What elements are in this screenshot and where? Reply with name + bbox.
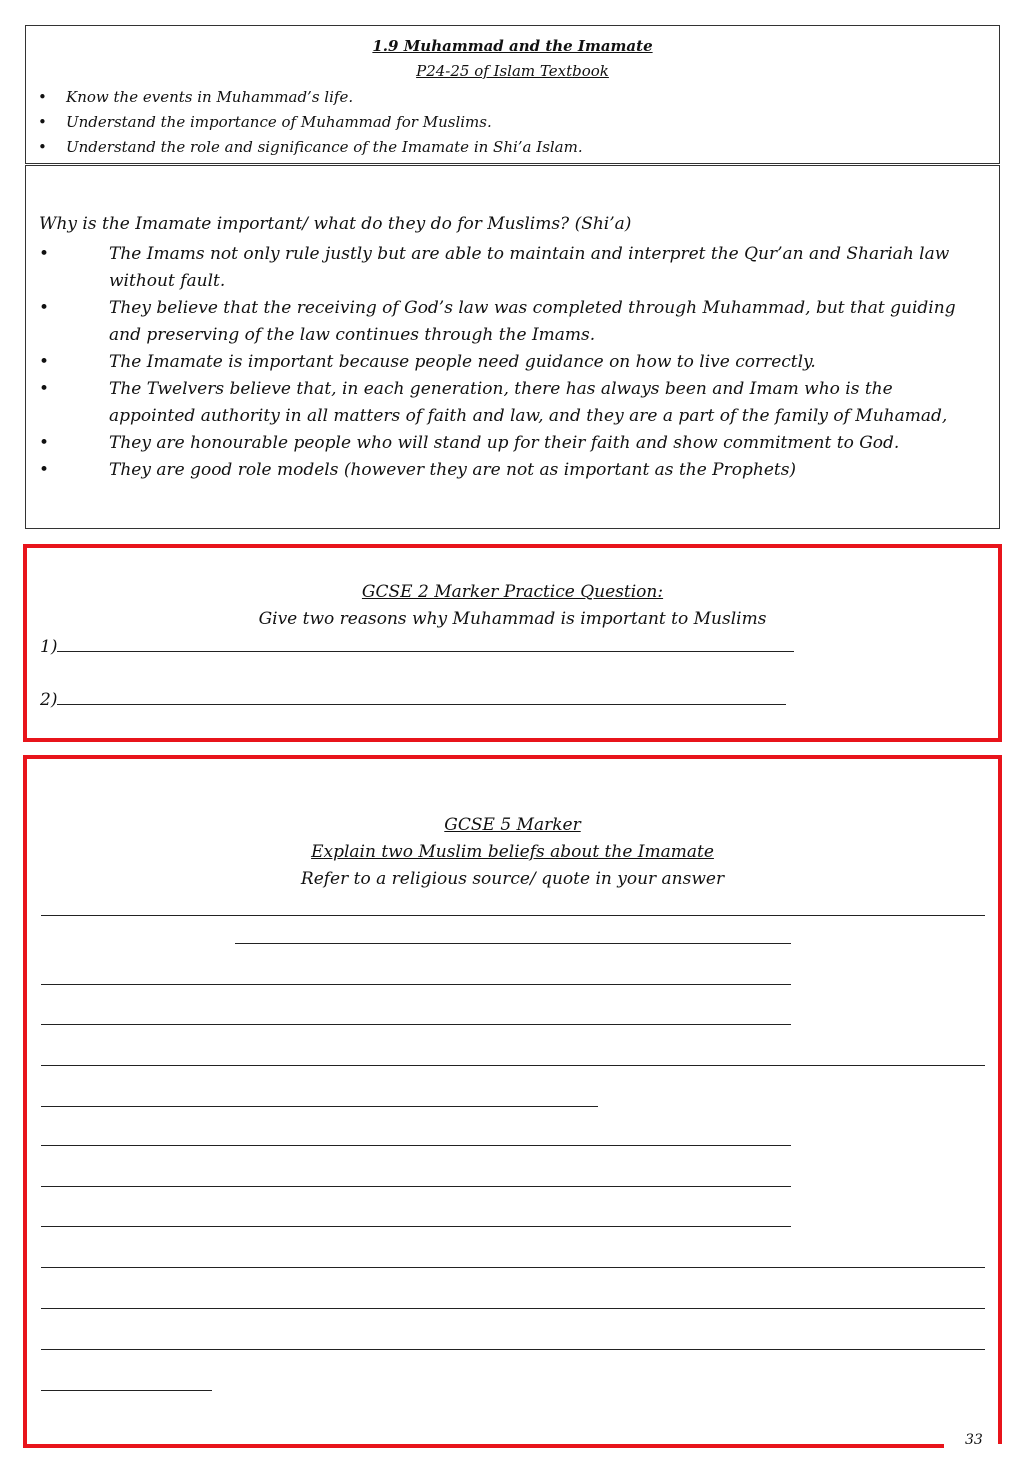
writing-line[interactable] <box>41 1065 985 1066</box>
writing-line[interactable] <box>235 943 791 944</box>
note-point: • The Imams not only rule justly but are able to maintain and interpret the Qur’an and Shariah law without fault. <box>39 241 969 295</box>
objective-item: • Know the events in Muhammad’s life. <box>38 88 354 106</box>
notes-points <box>39 241 969 484</box>
two-marker-prompt: Give two reasons why Muhammad is important to Muslims <box>258 609 767 629</box>
writing-line[interactable] <box>41 1349 985 1350</box>
note-point: • They are good role models (however they are not as important as the Prophets) <box>39 457 969 484</box>
writing-line[interactable] <box>41 984 791 985</box>
five-marker-instruction: Refer to a religious source/ quote in your answer <box>300 869 725 889</box>
answer-line[interactable] <box>57 637 794 652</box>
writing-line[interactable] <box>41 915 985 916</box>
writing-line[interactable] <box>41 1308 985 1309</box>
notes-box <box>25 165 1000 529</box>
note-point: • The Imamate is important because people need guidance on how to live correctly. <box>39 349 969 376</box>
note-point: • They believe that the receiving of God’s law was completed through Muhammad, but that guiding and preserving of the law continues through the Imams. <box>39 295 969 349</box>
five-marker-prompt: Explain two Muslim beliefs about the Imamate <box>311 842 714 862</box>
bullet-icon: • <box>38 88 47 106</box>
two-marker-heading: GCSE 2 Marker Practice Question: <box>361 582 664 602</box>
note-point: • They are honourable people who will stand up for their faith and show commitment to God. <box>39 430 969 457</box>
answer-label: 1) <box>40 637 58 657</box>
lesson-title: 1.9 Muhammad and the Imamate <box>372 37 653 55</box>
bullet-icon: • <box>39 352 50 372</box>
objective-item: • Understand the importance of Muhammad for Muslims. <box>38 113 492 131</box>
writing-line[interactable] <box>41 1267 985 1268</box>
bullet-icon: • <box>38 138 47 156</box>
objectives-box <box>25 25 1000 164</box>
writing-line[interactable] <box>41 1106 598 1107</box>
five-marker-question-box <box>23 755 1002 1448</box>
bullet-icon: • <box>39 433 50 453</box>
writing-line[interactable] <box>41 1226 791 1227</box>
writing-line[interactable] <box>41 1145 791 1146</box>
objective-item: • Understand the role and significance of the Imamate in Shi’a Islam. <box>38 138 583 156</box>
five-marker-heading: GCSE 5 Marker <box>444 815 581 835</box>
answer-label: 2) <box>40 690 58 710</box>
answer-line[interactable] <box>57 690 786 705</box>
textbook-reference: P24-25 of Islam Textbook <box>416 62 609 80</box>
writing-line[interactable] <box>41 1390 212 1391</box>
bullet-icon: • <box>38 113 47 131</box>
two-marker-question-box <box>23 544 1002 742</box>
learning-objectives <box>36 86 583 161</box>
writing-line[interactable] <box>41 1024 791 1025</box>
writing-line[interactable] <box>41 1186 791 1187</box>
answer-row-2[interactable] <box>40 690 786 710</box>
notes-question: Why is the Imamate important/ what do they do for Muslims? (Shi’a) <box>39 214 632 234</box>
page-number: 33 <box>965 1432 983 1448</box>
bullet-icon: • <box>39 244 50 264</box>
answer-row-1[interactable] <box>40 637 794 657</box>
bullet-icon: • <box>39 460 50 480</box>
bullet-icon: • <box>39 379 50 399</box>
bullet-icon: • <box>39 298 50 318</box>
note-point: • The Twelvers believe that, in each generation, there has always been and Imam who is the appointed authority in all matters of faith and law, and they are a part of the family of Muhamad, <box>39 376 969 430</box>
